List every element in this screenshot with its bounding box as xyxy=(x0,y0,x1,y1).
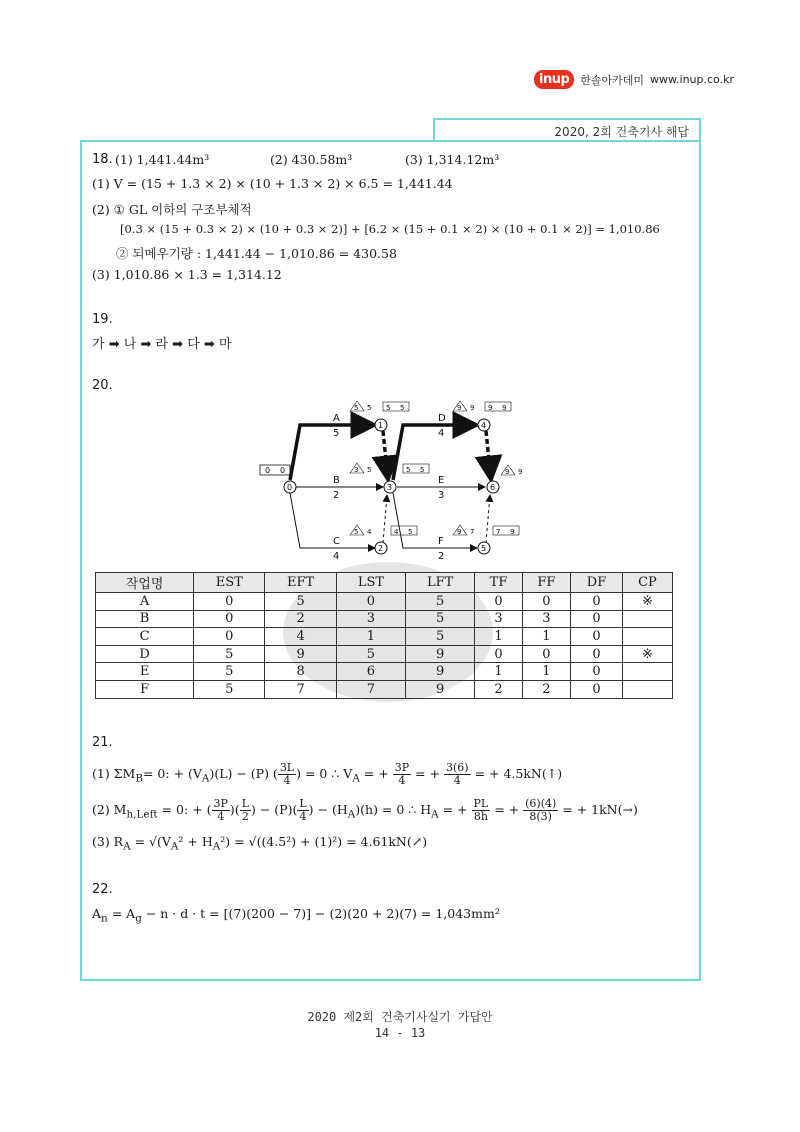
svg-text:9: 9 xyxy=(505,468,510,476)
activity-b-name: B xyxy=(333,475,340,486)
q21-line-3: (3) $R_A = √(V_A^2 + H_A^2) = √((4.5^2) + (1)^2)$ = 4.61kN(↗) xyxy=(92,834,428,853)
dummy-4-6-arrow xyxy=(486,431,491,480)
table-cell: 0 xyxy=(571,593,623,611)
svg-text:9: 9 xyxy=(518,468,523,476)
q21-line-1: (1) $\Sigma M_B= 0$: + $(V_A)(L) - (P)$ ( $\frac{3L}{4}$ ) = 0 ∴ $V_A$ = + $\frac{3P}{4}$ = + $\frac{3(6)}{4}$ = + 4.5kN(↑) xyxy=(92,761,563,787)
col-header: EFT xyxy=(265,573,337,593)
page-number: 14 - 13 xyxy=(374,1026,426,1040)
col-header: 작업명 xyxy=(96,573,194,593)
table-cell: ※ xyxy=(622,593,672,611)
node-5 xyxy=(478,542,490,554)
svg-text:4: 4 xyxy=(367,528,372,536)
document-title-tab: 2020, 2회 건축기사 해답 xyxy=(433,118,701,142)
node-4 xyxy=(478,419,490,431)
q21-number: 21. xyxy=(92,735,113,750)
table-cell: 1 xyxy=(336,628,405,646)
table-cell: D xyxy=(96,645,194,663)
network-diagram xyxy=(255,395,545,565)
footer-title: 2020 제2회 건축기사실기 가답안 xyxy=(307,1010,493,1024)
activity-d-duration: 4 xyxy=(438,428,445,439)
node-3 xyxy=(384,481,396,493)
table-cell: ※ xyxy=(622,645,672,663)
activity-f-duration: 2 xyxy=(438,551,445,562)
seq-item: 나 xyxy=(123,337,137,352)
table-cell: 0 xyxy=(571,610,623,628)
table-cell: 5 xyxy=(265,593,337,611)
schedule-table xyxy=(95,572,673,699)
table-cell: B xyxy=(96,610,194,628)
table-row xyxy=(96,645,673,663)
table-cell: 0 xyxy=(522,645,570,663)
table-row xyxy=(96,593,673,611)
svg-text:9: 9 xyxy=(488,404,493,412)
svg-text:3: 3 xyxy=(387,483,393,492)
inup-logo: inup xyxy=(534,70,574,89)
svg-text:1: 1 xyxy=(378,421,384,430)
brand xyxy=(534,70,734,89)
svg-text:2: 2 xyxy=(378,544,384,553)
table-cell: 0 xyxy=(571,680,623,698)
table-cell: 8 xyxy=(265,663,337,681)
activity-f-arrow xyxy=(393,493,477,548)
activity-f-name: F xyxy=(438,536,444,547)
col-header: LFT xyxy=(405,573,474,593)
col-header: EST xyxy=(194,573,265,593)
table-cell: 3 xyxy=(475,610,522,628)
table-cell: 9 xyxy=(405,680,474,698)
arrow-right-icon: ➡ xyxy=(140,337,156,352)
table-cell: A xyxy=(96,593,194,611)
node-1 xyxy=(375,419,387,431)
q19-sequence xyxy=(92,333,232,352)
q18-answer-1: (1) 1,441.44m³ xyxy=(115,152,210,167)
table-cell: 0 xyxy=(475,645,522,663)
table-cell: 0 xyxy=(194,593,265,611)
svg-text:5: 5 xyxy=(367,404,372,412)
table-cell: 9 xyxy=(265,645,337,663)
col-header: TF xyxy=(475,573,522,593)
table-cell: F xyxy=(96,680,194,698)
svg-text:9: 9 xyxy=(457,404,462,412)
col-header: DF xyxy=(571,573,623,593)
seq-item: 다 xyxy=(187,337,200,352)
activity-a-duration: 5 xyxy=(333,428,340,439)
svg-text:5: 5 xyxy=(406,466,411,474)
table-cell: 5 xyxy=(194,663,265,681)
activity-a-name: A xyxy=(333,413,340,424)
q22-number: 22. xyxy=(92,882,113,897)
table-cell: E xyxy=(96,663,194,681)
svg-text:5: 5 xyxy=(367,466,372,474)
table-cell xyxy=(622,663,672,681)
table-cell: 0 xyxy=(336,593,405,611)
table-cell: 1 xyxy=(475,663,522,681)
dummy-5-6-arrow xyxy=(486,495,490,543)
activity-e-name: E xyxy=(438,475,445,486)
table-cell: 5 xyxy=(405,593,474,611)
q18-line-3: [0.3 × (15 + 0.3 × 2) × (10 + 0.3 × 2)] + [6.2 × (15 + 0.1 × 2) × (10 + 0.1 × 2)] = 1,010.86 xyxy=(120,222,660,236)
svg-text:9: 9 xyxy=(502,404,507,412)
col-header: LST xyxy=(336,573,405,593)
table-cell: 0 xyxy=(475,593,522,611)
table-cell: 7 xyxy=(265,680,337,698)
table-cell: 2 xyxy=(265,610,337,628)
table-row xyxy=(96,628,673,646)
start-box-est: 0 xyxy=(265,466,271,475)
svg-text:9: 9 xyxy=(510,528,515,536)
svg-text:9: 9 xyxy=(457,528,462,536)
seq-item: 라 xyxy=(155,337,169,352)
activity-d-name: D xyxy=(438,413,446,424)
q18-answer-3: (3) 1,314.12m³ xyxy=(405,152,500,167)
seq-item: 가 xyxy=(92,337,105,352)
table-cell: 3 xyxy=(522,610,570,628)
svg-text:5: 5 xyxy=(481,544,487,553)
svg-text:5: 5 xyxy=(420,466,425,474)
q20-number: 20. xyxy=(92,378,113,393)
table-cell: 0 xyxy=(194,628,265,646)
q21-line-2: (2) $M_{h,Left} = 0$: + ( $\frac{3P}{4}$ )( $\frac{L}{2}$ ) − (P)( $\frac{L}{4}$ ) − $(H_A)(h) = 0$ ∴ $H_A$ = + $\frac{PL}{8h}$ = + $\frac{(6)(4)}{8(3)}$ = + 1kN(→) xyxy=(92,797,638,823)
seq-item: 마 xyxy=(218,337,232,352)
table-cell xyxy=(622,628,672,646)
q18-number: 18. xyxy=(92,152,113,167)
table-row xyxy=(96,663,673,681)
table-cell: 5 xyxy=(194,680,265,698)
dummy-2-3-arrow xyxy=(383,495,387,543)
svg-text:9: 9 xyxy=(470,404,475,412)
table-header-row xyxy=(96,573,673,593)
svg-text:4: 4 xyxy=(481,421,487,430)
q18-answer-2: (2) 430.58m³ xyxy=(270,152,353,167)
table-cell: 5 xyxy=(194,645,265,663)
table-cell: C xyxy=(96,628,194,646)
table-cell: 1 xyxy=(475,628,522,646)
svg-text:0: 0 xyxy=(287,483,293,492)
q18-line-5: (3) 1,010.86 × 1.3 = 1,314.12 xyxy=(92,267,282,282)
q19-number: 19. xyxy=(92,312,113,327)
svg-text:5: 5 xyxy=(354,528,359,536)
svg-text:6: 6 xyxy=(490,483,496,492)
academy-name: 한솔아카데미 xyxy=(580,73,645,87)
dummy-1-3-arrow xyxy=(383,431,388,480)
col-header: CP xyxy=(622,573,672,593)
table-cell: 4 xyxy=(265,628,337,646)
table-cell: 3 xyxy=(336,610,405,628)
table-cell: 1 xyxy=(522,628,570,646)
table-cell: 5 xyxy=(405,610,474,628)
table-cell: 6 xyxy=(336,663,405,681)
table-cell: 2 xyxy=(522,680,570,698)
start-box-lft: 0 xyxy=(280,466,286,475)
svg-text:4: 4 xyxy=(394,528,399,536)
table-cell: 0 xyxy=(571,645,623,663)
svg-text:5: 5 xyxy=(400,404,405,412)
table-row xyxy=(96,680,673,698)
activity-e-duration: 3 xyxy=(438,490,445,501)
table-cell: 5 xyxy=(336,645,405,663)
table-cell: 9 xyxy=(405,663,474,681)
table-cell xyxy=(622,610,672,628)
arrow-right-icon: ➡ xyxy=(108,337,124,352)
table-cell: 1 xyxy=(522,663,570,681)
table-cell: 5 xyxy=(405,628,474,646)
activity-c-duration: 4 xyxy=(333,551,340,562)
arrow-right-icon: ➡ xyxy=(172,337,188,352)
activity-b-duration: 2 xyxy=(333,490,340,501)
table-cell: 9 xyxy=(405,645,474,663)
table-cell: 0 xyxy=(194,610,265,628)
arrow-right-icon: ➡ xyxy=(203,337,219,352)
q22-formula: $A_n = A_g - n \cdot d \cdot t = [(7)(200 - 7)] - (2)(20 + 2)(7) = 1,043mm^2$ xyxy=(92,906,500,925)
svg-text:5: 5 xyxy=(354,404,359,412)
svg-text:5: 5 xyxy=(386,404,391,412)
table-cell: 7 xyxy=(336,680,405,698)
table-cell: 0 xyxy=(522,593,570,611)
col-header: FF xyxy=(522,573,570,593)
node-6 xyxy=(487,481,499,493)
q18-line-4: ② 되메우기량 : 1,441.44 − 1,010.86 = 430.58 xyxy=(116,246,397,261)
node-0 xyxy=(284,481,296,493)
table-cell: 0 xyxy=(571,628,623,646)
activity-c-name: C xyxy=(333,536,340,547)
svg-text:7: 7 xyxy=(470,528,475,536)
q18-line-1: (1) V = (15 + 1.3 × 2) × (10 + 1.3 × 2) × 6.5 = 1,441.44 xyxy=(92,176,453,191)
table-cell xyxy=(622,680,672,698)
table-cell: 2 xyxy=(475,680,522,698)
svg-text:5: 5 xyxy=(408,528,413,536)
svg-text:3: 3 xyxy=(354,466,359,474)
table-row xyxy=(96,610,673,628)
node-2 xyxy=(375,542,387,554)
table-cell: 0 xyxy=(571,663,623,681)
academy-url[interactable]: www.inup.co.kr xyxy=(650,73,734,86)
q18-line-2: (2) ① GL 이하의 구조부체적 xyxy=(92,202,252,217)
svg-text:7: 7 xyxy=(496,528,501,536)
